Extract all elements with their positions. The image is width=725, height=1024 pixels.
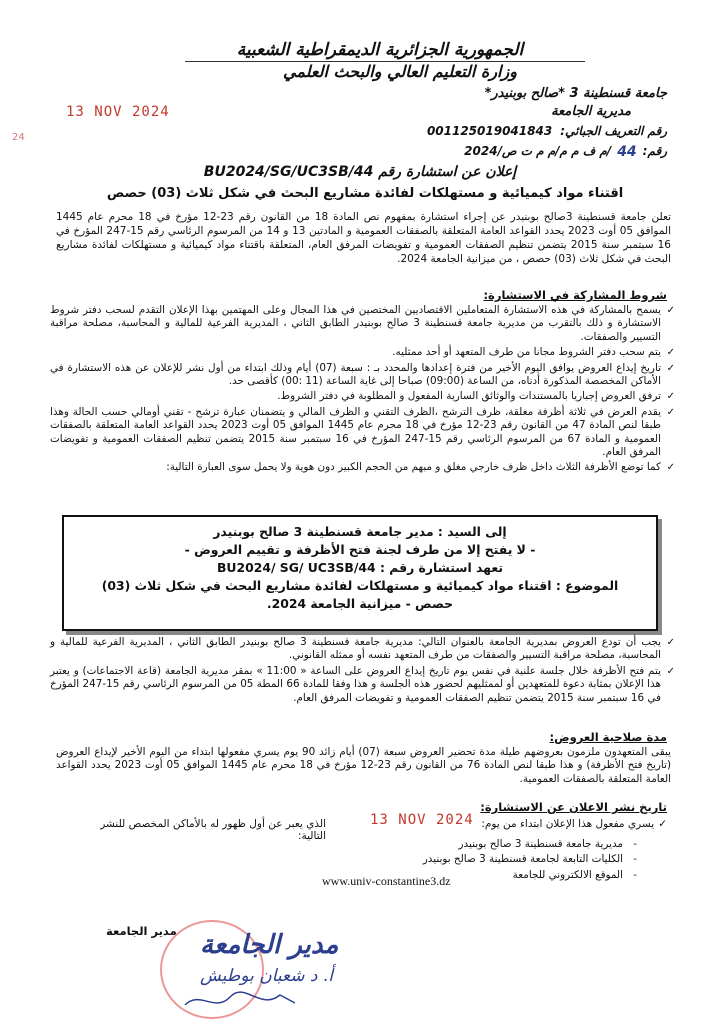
deposit-item: ✓ يجب أن تودع العروض بمديرية الجامعة بالعنوان التالي: مديرية جامعة قسنطينة 3 صالح بوبنيدر الطابق الثاني ، المديرية الفرعية للمالية و المحاسبة، مصلحة مراقبة التسيير والصفقات من طرف المتعهد نفسه أو ممثله القانوني.: [50, 636, 675, 662]
reference-suffix: /م ف م م/م م ت ص/2024: [464, 144, 612, 158]
check-icon: ✓: [666, 637, 675, 648]
box-subject-cont: حصص - ميزانية الجامعة 2024.: [266, 596, 454, 611]
box-warning: - لا يفتح إلا من طرف لجنة فتح الأظرفة و تقييم العروض -: [184, 542, 536, 557]
check-icon: ✓: [666, 406, 675, 418]
publication-place: - الكليات التابعة لجامعة قسنطينة 3 صالح بوبنيدر: [422, 853, 637, 866]
condition-item: ✓ يسمح بالمشاركة في هذه الاستشارة المتعاملين الاقتصاديين المختصين في هذا المجال وعلى المهتمين بهذا الإعلان التقدم لسحب دفتر شروط الاستشارة و ذلك بالتقرب من مديرية جامعة قسنطينة 3 صالح بوبنيدر الطابق الثاني ، المديرية الفرعية للمالية و المحاسبة، مصلحة مراقبة التسيير والصفقات.: [50, 304, 675, 343]
check-icon: ✓: [666, 347, 675, 359]
check-icon: ✓: [658, 818, 667, 830]
fiscal-id-value: 001125019041843: [426, 124, 553, 138]
condition-item: ✓ كما توضع الأظرفة الثلاث داخل ظرف خارجي مغلق و مبهم من الحجم الكبير دون هوية ولا يحمل سوى العبارة التالية:: [166, 461, 675, 474]
reference-row: [367, 144, 667, 160]
signatory-title: مدير الجامعة: [106, 924, 177, 938]
publication-heading: تاريخ نشر الاعلان عن الاستشارة:: [480, 800, 667, 814]
signature-scribble: [180, 985, 300, 1015]
box-subject: الموضوع : اقتناء مواد كيميائية و مستهلكات لفائدة مشاريع البحث في شكل ثلاث (03): [101, 578, 619, 593]
publication-lead-left: الذي يعبر عن أول ظهور له بالأماكن المخصص للنشر التالية:: [100, 818, 326, 842]
announcement-subtitle: اقتناء مواد كيميائية و مستهلكات لفائدة مشاريع البحث في شكل ثلاث (03) حصص: [106, 186, 624, 201]
condition-item: ✓ ترفق العروض إجباريا بالمستندات والوثائق السارية المفعول و المطلوبة في دفتر الشروط.: [277, 390, 675, 403]
check-icon: ✓: [666, 305, 675, 316]
fiscal-id-label: رقم التعريف الجبائي:: [560, 124, 667, 138]
reference-label: رقم:: [642, 144, 667, 158]
handwritten-name: أ. د شعبان بوطيش: [200, 966, 333, 986]
announcement-title: إعلان عن استشارة رقم BU2024/SG/UC3SB/44: [203, 164, 517, 180]
ministry-heading: وزارة التعليم العالي والبحث العلمي: [283, 62, 517, 81]
condition-item: ✓ تاريخ إيداع العروض يوافق اليوم الأخير من فترة إعدادها والمحدد بـ : سبعة (07) أيام وذلك ابتداء من أول نشر للإعلان عن هذه الاستشارة في الأماكن المخصصة المذكورة أدناه، من الساعة (09:00) صباحا إلى غاية الساعة (11 :00) كأقصى حد.: [50, 361, 675, 388]
directorate-name: مديرية الجامعة: [551, 104, 631, 119]
intro-paragraph: تعلن جامعة قسنطينة 3صالح بوبنيدر عن إجراء استشارة بمفهوم نص المادة 18 من القانون رقم 23-12 مؤرخ في 18 محرم عام 1445 الموافق 05 أوت 2023 يحدد القواعد العامة المتعلقة بالصفقات العمومية و المادتين 13 و 14 من المرسوم الرئاسي رقم 15-247 المؤرخ في 16 سبتمبر سنة 2015 يتضمن تنظيم الصفقات العمومية و تفويضات المرفق العام، المتعلقة باقتناء مواد كيميائية و مستهلكات لفائدة مشاريع البحث في شكل ثلاث (03) حصص ، من ميزانية الجامعة 2024.: [56, 211, 672, 265]
check-icon: ✓: [666, 391, 675, 403]
university-name: جامعة قسنطينة 3 *صالح بوبنيدر*: [484, 86, 667, 101]
validity-paragraph: يبقى المتعهدون ملزمون بعروضهم طيلة مدة تحضير العروض سبعة (07) أيام زائد 90 يوم يسري مفعولها ابتداء من اليوم الأخير لإيداع العروض (تاريخ فتح الأظرفة) و هذا طبقا لنص المادة 76 من القانون رقم 23-12 مؤرخ في 18 محرم عام 1445 الموافق 05 أوت 2023 يحدد القواعد العامة المتعلقة بالصفقات العمومية.: [56, 746, 672, 785]
date-stamp-publication: 13 NOV 2024: [370, 812, 474, 828]
box-recipient: إلى السيد : مدير جامعة قسنطينة 3 صالح بوبنيدر: [213, 524, 507, 539]
handwritten-title: مدير الجامعة: [200, 930, 339, 960]
fiscal-id-row: [287, 124, 667, 138]
reference-number: 44: [617, 144, 637, 160]
conditions-heading: شروط المشاركة في الاستشارة:: [483, 288, 667, 302]
check-icon: ✓: [666, 462, 675, 474]
envelope-label-box: [62, 515, 658, 631]
website-link[interactable]: www.univ-constantine3.dz: [322, 874, 451, 888]
box-consultation-number: تعهد استشارة رقم : BU2024/ SG/ UC3SB/44: [216, 560, 504, 575]
condition-item: ✓ يتم سحب دفتر الشروط مجانا من طرف المتعهد أو أحد ممثليه.: [392, 346, 675, 359]
republic-heading: الجمهورية الجزائرية الديمقراطية الشعبية: [236, 40, 524, 60]
deposit-list: [50, 636, 675, 707]
validity-heading: مدة صلاحية العروض:: [549, 730, 667, 744]
check-icon: ✓: [666, 665, 675, 677]
conditions-list: [50, 304, 675, 477]
publication-lead-right: ✓ يسري مفعول هذا الإعلان ابتداء من يوم:: [481, 818, 667, 830]
publication-place: - مديرية جامعة قسنطينة 3 صالح بوبنيدر: [458, 838, 637, 850]
margin-number: 24: [12, 132, 25, 143]
check-icon: ✓: [666, 362, 675, 374]
condition-item: ✓ يقدم العرض في ثلاثة أظرفة مغلقة، ظرف الترشح ،الظرف التقني و الظرف المالي و يتضمنان عبارة ترشح - تقني أومالي حسب الحالة وهذا طبقا لنص المادة 47 من القانون رقم 23-12 مؤرخ في 18 محرم عام 1445 الموافق 05 أوت 2023 يحدد القواعد العامة المتعلقة بالصفقات العمومية و المادة 67 من المرسوم الرئاسي رقم 15-247 المؤرخ في 16 سبتمبر سنة 2015 يتضمن تنظيم الصفقات العمومية و تفويضات المرفق العام.: [50, 405, 675, 459]
deposit-item: ✓ يتم فتح الأظرفة خلال جلسة علنية في نفس يوم تاريخ إيداع العروض على الساعة « 11:00 » بمقر مديرية الجامعة (قاعة الاجتماعات) و يعتبر هذا الإعلان بمثابة دعوة للمتعهدين أو لممثليهم لحضور هذه الجلسة و هذا وفقا للمادة 66 المطة 05 من المرسوم الرئاسي رقم 15-247 المؤرخ في 16 سبتمبر سنة 2015 يتضمن تنظيم الصفقات العمومية و تفويضات المرفق العام.: [50, 664, 675, 704]
date-stamp-top: 13 NOV 2024: [66, 104, 170, 120]
publication-place: - الموقع الالكتروني للجامعة: [512, 868, 637, 881]
